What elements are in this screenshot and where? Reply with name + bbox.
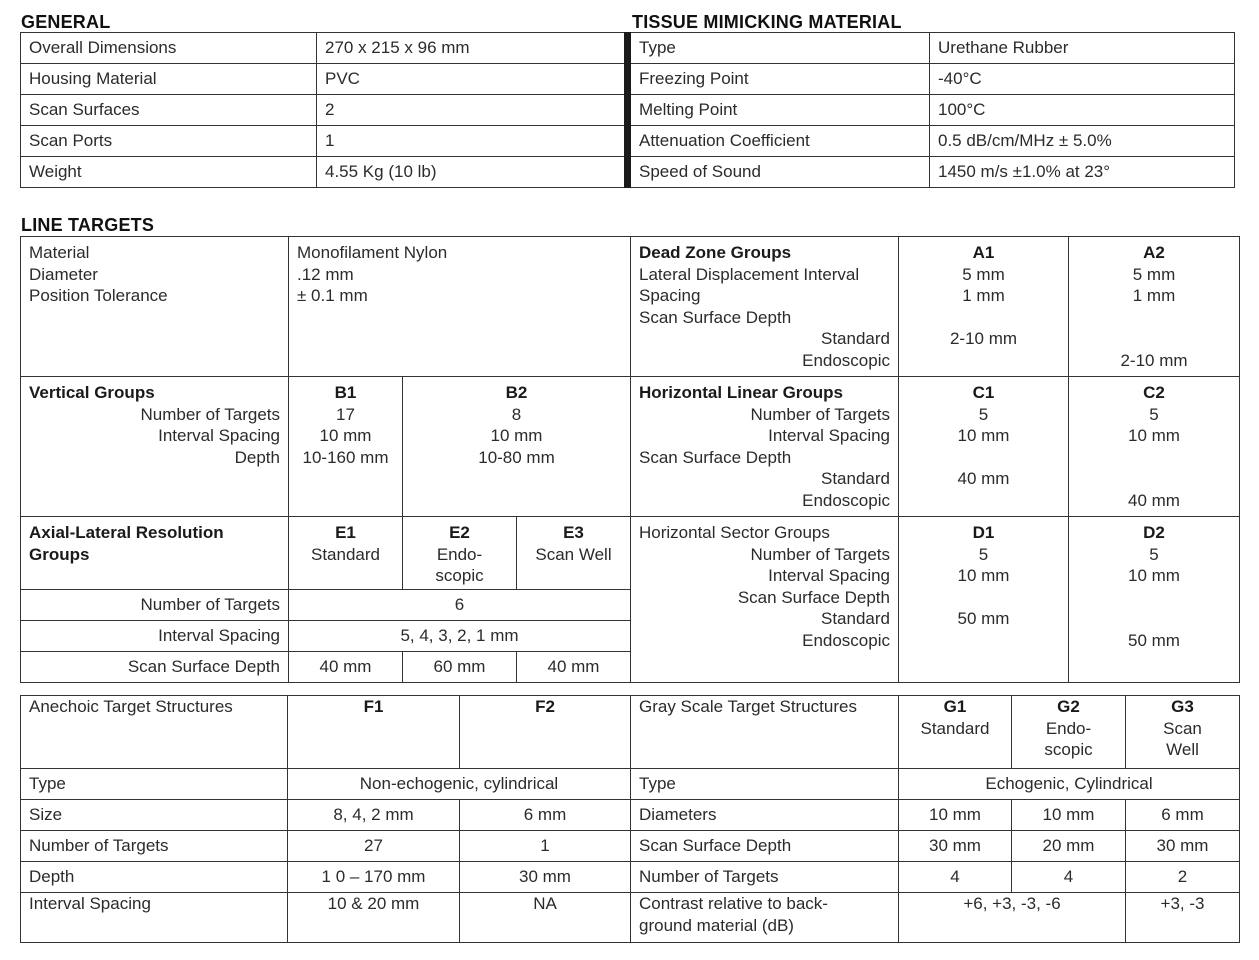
g2-diam: 10 mm	[1012, 800, 1126, 831]
blank	[907, 307, 1060, 329]
d2-endoscopic: 50 mm	[1128, 630, 1180, 650]
a1-column	[899, 237, 1069, 377]
g1-diam: 10 mm	[899, 800, 1012, 831]
g3-depth: 30 mm	[1126, 831, 1240, 862]
horizontal-sector-title: Horizontal Sector Groups	[639, 523, 830, 542]
b1-spacing: 10 mm	[319, 426, 372, 445]
f2-header: F2	[460, 696, 631, 769]
anechoic-spacing-label: Interval Spacing	[21, 893, 288, 943]
contrast-label-line1: Contrast relative to back-	[639, 894, 828, 913]
table-row	[21, 64, 625, 95]
d1-standard: 50 mm	[957, 609, 1010, 628]
c1-header: C1	[972, 383, 995, 402]
blank	[1077, 447, 1231, 469]
gray-scale-header-row	[631, 696, 1240, 769]
blank	[1077, 328, 1231, 350]
d2-targets: 5	[1149, 544, 1159, 564]
vertical-groups-title: Vertical Groups	[29, 383, 155, 402]
hl-targets-label: Number of Targets	[750, 404, 890, 424]
endoscopic-label: Endoscopic	[802, 350, 890, 370]
g3-header: G3	[1171, 697, 1194, 716]
hs-standard-label: Standard	[821, 609, 890, 628]
general-label: Overall Dimensions	[21, 33, 317, 64]
table-row	[628, 126, 1235, 157]
e1-desc: Standard	[311, 544, 380, 564]
c1-column	[899, 377, 1069, 517]
axial-title	[21, 517, 289, 590]
tolerance-value: ± 0.1 mm	[297, 286, 368, 305]
line-targets-title: LINE TARGETS	[21, 215, 155, 235]
tissue-value: Urethane Rubber	[930, 33, 1235, 64]
general-label: Scan Ports	[21, 126, 317, 157]
e3-desc: Scan Well	[535, 544, 612, 564]
standard-label: Standard	[821, 329, 890, 348]
g2-column	[1012, 696, 1126, 769]
e2-header: E2	[449, 523, 470, 542]
f2-size: 6 mm	[460, 800, 631, 831]
table-row	[21, 590, 631, 621]
gray-scale-table	[630, 695, 1240, 943]
general-value: 270 x 215 x 96 mm	[317, 33, 625, 64]
gray-type-value: Echogenic, Cylindrical	[899, 769, 1240, 800]
f2-targets: 1	[460, 831, 631, 862]
gray-contrast-label	[631, 893, 899, 943]
f1-targets: 27	[288, 831, 460, 862]
spacing-label: Spacing	[639, 286, 701, 305]
e2-desc1: Endo-	[436, 544, 483, 564]
gray-type-label: Type	[631, 769, 899, 800]
line-targets-right-table	[630, 236, 1240, 683]
material-block	[21, 237, 631, 377]
table-row	[21, 126, 625, 157]
hs-spacing-label: Interval Spacing	[768, 566, 890, 585]
d2-header: D2	[1143, 523, 1165, 542]
tissue-label: Melting Point	[628, 95, 930, 126]
general-value: PVC	[317, 64, 625, 95]
horizontal-linear-labels	[631, 377, 899, 517]
hl-depth-label: Scan Surface Depth	[639, 447, 792, 467]
e1-header: E1	[335, 523, 356, 542]
g3-diam: 6 mm	[1126, 800, 1240, 831]
anechoic-header-row	[21, 696, 631, 769]
a1-spacing: 1 mm	[962, 286, 1005, 305]
g2-depth: 20 mm	[1012, 831, 1126, 862]
anechoic-type-value: Non-echogenic, cylindrical	[288, 769, 631, 800]
f1-depth: 1 0 – 170 mm	[288, 862, 460, 893]
general-label: Scan Surfaces	[21, 95, 317, 126]
e3-header: E3	[563, 523, 584, 542]
depth-label: Scan Surface Depth	[639, 307, 792, 327]
table-row	[631, 769, 1240, 800]
anechoic-size-label: Size	[21, 800, 288, 831]
g1-header: G1	[943, 697, 967, 716]
g3-desc2: Well	[1166, 740, 1199, 759]
contrast-label-line2: ground material (dB)	[639, 915, 794, 935]
axial-depth-label: Scan Surface Depth	[21, 652, 289, 683]
hl-standard-label: Standard	[821, 469, 890, 488]
c1-targets: 5	[978, 404, 989, 424]
f2-spacing: NA	[460, 893, 631, 943]
anechoic-title: Anechoic Target Structures	[21, 696, 288, 769]
vertical-targets-label: Number of Targets	[140, 404, 280, 424]
b1-column	[289, 377, 403, 517]
diameter-label: Diameter	[29, 264, 98, 284]
hs-endoscopic-label: Endoscopic	[802, 630, 890, 650]
a1-header: A1	[972, 243, 995, 262]
f1-header: F1	[288, 696, 460, 769]
table-row	[628, 33, 1235, 64]
general-value: 4.55 Kg (10 lb)	[317, 157, 625, 188]
anechoic-type-label: Type	[21, 769, 288, 800]
dead-zone-labels	[631, 237, 899, 377]
table-row	[21, 33, 625, 64]
axial-title-line2: Groups	[29, 544, 90, 564]
g3-desc1: Scan	[1163, 718, 1202, 738]
material-values	[289, 237, 631, 377]
e2-column	[403, 517, 517, 590]
a2-endoscopic: 2-10 mm	[1120, 350, 1188, 370]
tissue-label: Attenuation Coefficient	[628, 126, 930, 157]
g2-targets: 4	[1012, 862, 1126, 893]
f1-spacing: 10 & 20 mm	[288, 893, 460, 943]
table-row	[628, 157, 1235, 188]
f1-size: 8, 4, 2 mm	[288, 800, 460, 831]
a2-column	[1069, 237, 1240, 377]
table-row	[628, 64, 1235, 95]
d1-column	[899, 517, 1069, 683]
table-row	[628, 95, 1235, 126]
axial-spacing-value: 5, 4, 3, 2, 1 mm	[289, 621, 631, 652]
hs-depth-label: Scan Surface Depth	[737, 587, 890, 607]
c2-endoscopic: 40 mm	[1128, 490, 1180, 510]
d1-targets: 5	[978, 544, 989, 564]
general-title: GENERAL	[21, 12, 111, 32]
table-row	[21, 621, 631, 652]
table-row	[21, 862, 631, 893]
g1-targets: 4	[899, 862, 1012, 893]
b1-header: B1	[334, 383, 357, 402]
b1-targets: 17	[336, 404, 355, 424]
g2-desc1: Endo-	[1045, 718, 1092, 738]
horizontal-sector-block	[631, 517, 1240, 683]
lateral-label: Lateral Displacement Interval	[639, 264, 860, 284]
g3-targets: 2	[1126, 862, 1240, 893]
axial-groups-block	[21, 517, 631, 590]
d1-spacing: 10 mm	[957, 566, 1010, 585]
a2-lateral: 5 mm	[1132, 264, 1176, 284]
blank	[1077, 307, 1231, 329]
table-row	[21, 800, 631, 831]
tissue-table	[624, 32, 1235, 188]
b2-targets: 8	[511, 404, 522, 424]
g3-contrast: +3, -3	[1126, 893, 1240, 943]
general-value: 2	[317, 95, 625, 126]
g2-header: G2	[1057, 697, 1080, 716]
hs-targets-label: Number of Targets	[750, 544, 890, 564]
c2-header: C2	[1143, 383, 1165, 402]
dead-zone-title: Dead Zone Groups	[639, 243, 792, 262]
table-row	[21, 95, 625, 126]
b2-depth: 10-80 mm	[478, 447, 555, 467]
e3-depth: 40 mm	[517, 652, 631, 683]
gray-depth-label: Scan Surface Depth	[631, 831, 899, 862]
b2-column	[403, 377, 631, 517]
f2-depth: 30 mm	[460, 862, 631, 893]
general-label: Weight	[21, 157, 317, 188]
e2-desc2: scopic	[435, 566, 484, 585]
dead-zone-block	[631, 237, 1240, 377]
horizontal-sector-labels	[631, 517, 899, 683]
tissue-label: Speed of Sound	[628, 157, 930, 188]
table-row	[21, 831, 631, 862]
blank	[907, 447, 1060, 469]
vertical-depth-label: Depth	[234, 447, 280, 467]
material-label: Material	[29, 243, 90, 262]
hl-endoscopic-label: Endoscopic	[802, 490, 890, 510]
general-value: 1	[317, 126, 625, 157]
tissue-value: 0.5 dB/cm/MHz ± 5.0%	[930, 126, 1235, 157]
d2-column	[1069, 517, 1240, 683]
table-row	[631, 862, 1240, 893]
table-row	[631, 800, 1240, 831]
axial-targets-label: Number of Targets	[21, 590, 289, 621]
a1-standard: 2-10 mm	[949, 329, 1018, 348]
blank	[1077, 587, 1231, 609]
e2-depth: 60 mm	[403, 652, 517, 683]
material-labels	[21, 237, 289, 377]
horizontal-linear-title: Horizontal Linear Groups	[639, 383, 844, 402]
tissue-label: Type	[628, 33, 930, 64]
e1-depth: 40 mm	[289, 652, 403, 683]
vertical-spacing-label: Interval Spacing	[158, 426, 280, 445]
blank	[1077, 468, 1231, 490]
c1-standard: 40 mm	[957, 469, 1010, 488]
anechoic-table	[20, 695, 631, 943]
axial-targets-value: 6	[289, 590, 631, 621]
c2-spacing: 10 mm	[1128, 426, 1180, 445]
tolerance-label: Position Tolerance	[29, 286, 168, 305]
material-value: Monofilament Nylon	[297, 243, 448, 262]
tissue-label: Freezing Point	[628, 64, 930, 95]
table-row	[21, 157, 625, 188]
tissue-title: TISSUE MIMICKING MATERIAL	[632, 12, 902, 32]
a1-lateral: 5 mm	[962, 264, 1005, 284]
gray-targets-label: Number of Targets	[631, 862, 899, 893]
g2-desc2: scopic	[1044, 740, 1093, 759]
a2-header: A2	[1143, 243, 1165, 262]
horizontal-linear-block	[631, 377, 1240, 517]
a2-spacing: 1 mm	[1132, 286, 1176, 305]
c1-spacing: 10 mm	[957, 426, 1010, 445]
c2-column	[1069, 377, 1240, 517]
gray-scale-title: Gray Scale Target Structures	[631, 696, 899, 769]
axial-title-line1: Axial-Lateral Resolution	[29, 523, 224, 542]
g1-desc: Standard	[920, 718, 990, 738]
line-targets-left-table	[20, 236, 631, 683]
b1-depth: 10-160 mm	[302, 447, 389, 467]
b2-spacing: 10 mm	[490, 426, 543, 445]
general-label: Housing Material	[21, 64, 317, 95]
blank	[907, 587, 1060, 609]
d1-header: D1	[972, 523, 995, 542]
c2-targets: 5	[1149, 404, 1159, 424]
anechoic-depth-label: Depth	[21, 862, 288, 893]
table-row	[21, 893, 631, 943]
diameter-value: .12 mm	[297, 264, 354, 284]
tissue-value: 1450 m/s ±1.0% at 23°	[930, 157, 1235, 188]
tissue-value: 100°C	[930, 95, 1235, 126]
vertical-labels	[21, 377, 289, 517]
g1-column	[899, 696, 1012, 769]
g3-column	[1126, 696, 1240, 769]
anechoic-targets-label: Number of Targets	[21, 831, 288, 862]
g12-contrast: +6, +3, -3, -6	[899, 893, 1126, 943]
g1-depth: 30 mm	[899, 831, 1012, 862]
d2-spacing: 10 mm	[1128, 566, 1180, 585]
table-row	[631, 831, 1240, 862]
b2-header: B2	[505, 383, 528, 402]
e1-column	[289, 517, 403, 590]
vertical-groups-block	[21, 377, 631, 517]
gray-diam-label: Diameters	[631, 800, 899, 831]
hl-spacing-label: Interval Spacing	[768, 426, 890, 445]
table-row	[631, 893, 1240, 943]
blank	[1077, 608, 1231, 630]
axial-spacing-label: Interval Spacing	[21, 621, 289, 652]
table-row	[21, 769, 631, 800]
general-table	[20, 32, 625, 188]
tissue-value: -40°C	[930, 64, 1235, 95]
table-row	[21, 652, 631, 683]
e3-column	[517, 517, 631, 590]
